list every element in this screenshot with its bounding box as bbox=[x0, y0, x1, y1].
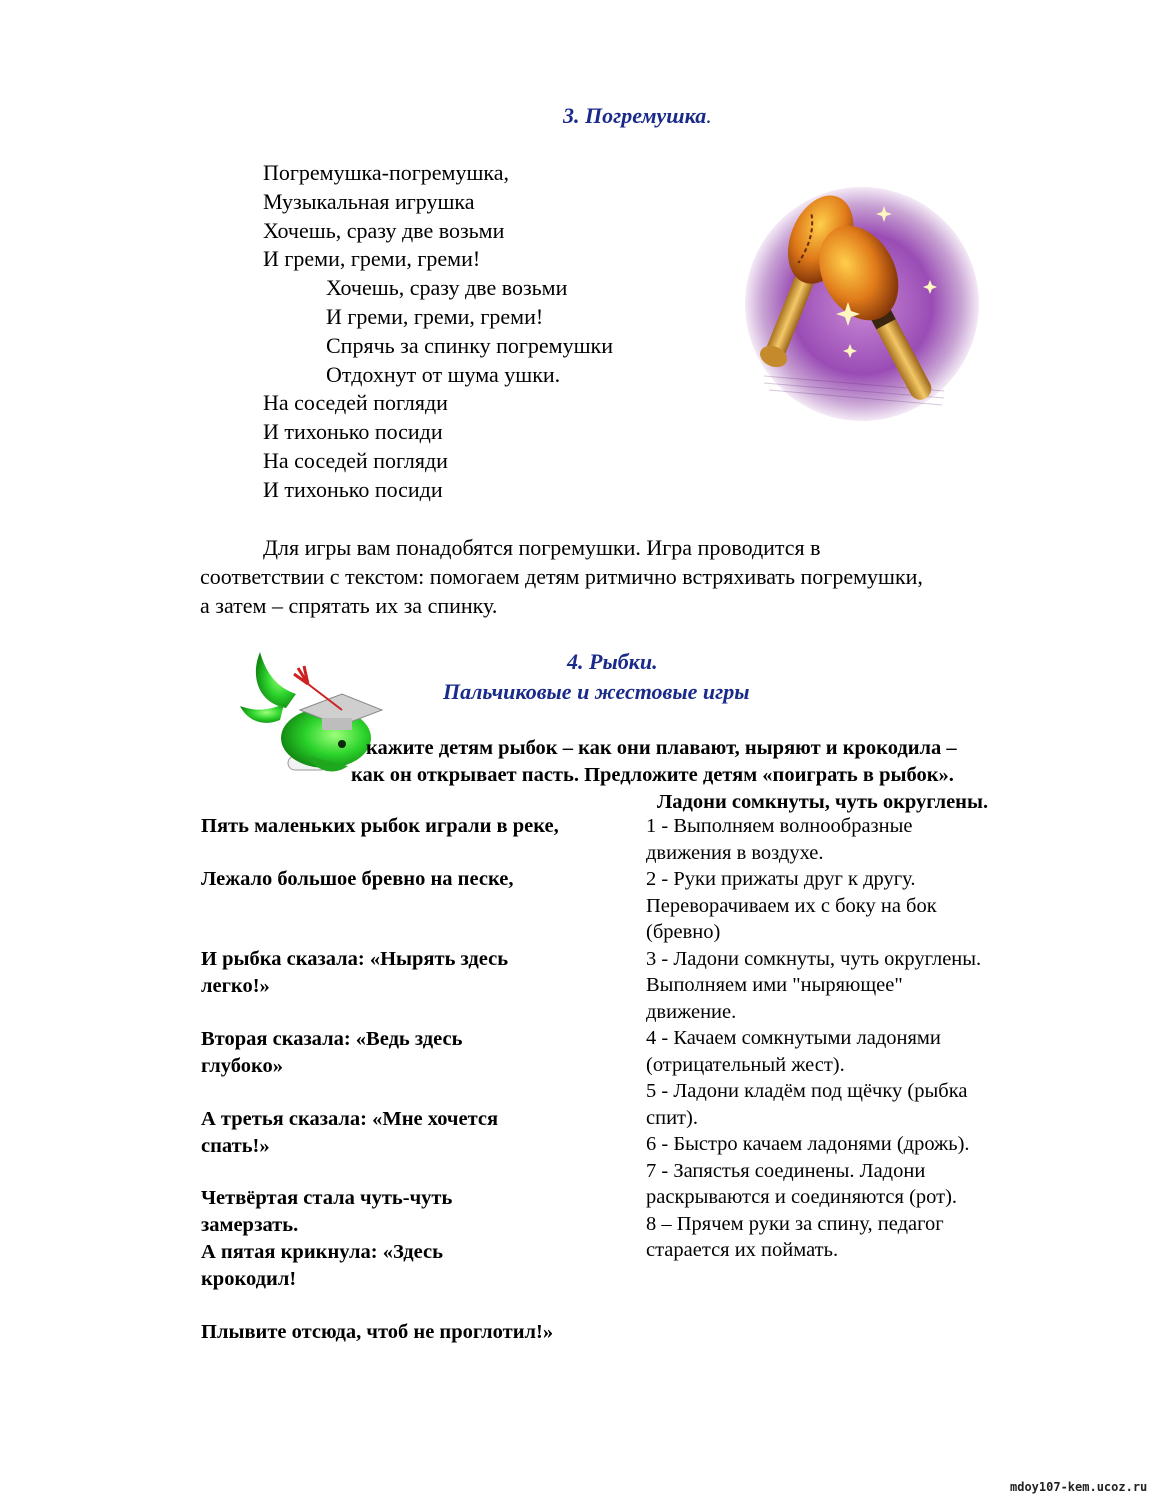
paragraph-line: соответствии с текстом: помогаем детям ритмично встряхивать погремушки, bbox=[200, 564, 923, 589]
poem-line: На соседей погляди bbox=[263, 447, 448, 473]
verse-line: замерзать. bbox=[201, 1214, 299, 1236]
verse-line: Пять маленьких рыбок играли в реке, bbox=[201, 815, 559, 837]
instruction-line: старается их поймать. bbox=[646, 1239, 839, 1261]
instruction-line: (бревно) bbox=[646, 921, 721, 943]
verse-line: Лежало большое бревно на песке, bbox=[201, 868, 514, 890]
verse-line: А пятая крикнула: «Здесь bbox=[201, 1241, 443, 1263]
rattle-poem bbox=[263, 159, 613, 505]
instruction-line: 2 - Руки прижаты друг к другу. bbox=[646, 868, 916, 890]
instruction-line: (отрицательный жест). bbox=[646, 1053, 845, 1076]
fish-intro-line: Ладони сомкнуты, чуть округлены. bbox=[657, 791, 989, 813]
instruction-line: 4 - Качаем сомкнутыми ладонями bbox=[646, 1027, 941, 1049]
verse-line: Вторая сказала: «Ведь здесь bbox=[201, 1028, 463, 1050]
poem-line: На соседей погляди bbox=[263, 390, 448, 416]
verse-line: глубоко» bbox=[201, 1055, 284, 1077]
site-watermark: mdoy107-kem.ucoz.ru bbox=[1010, 1480, 1148, 1494]
poem-line: Музыкальная игрушка bbox=[263, 188, 475, 214]
section-4-subtitle: Пальчиковые и жестовые игры bbox=[443, 679, 750, 704]
instruction-line: спит). bbox=[646, 1106, 698, 1129]
fish-intro-line: кажите детям рыбок – как они плавают, ныряют и крокодила – bbox=[366, 737, 957, 759]
poem-line: Отдохнут от шума ушки. bbox=[326, 361, 561, 387]
instruction-line: 8 – Прячем руки за спину, педагог bbox=[646, 1212, 944, 1235]
paragraph-line: а затем – спрятать их за спинку. bbox=[200, 593, 498, 618]
rattle-description bbox=[200, 533, 1060, 620]
instruction-line: движения в воздухе. bbox=[646, 841, 824, 864]
poem-line: И тихонько посиди bbox=[263, 419, 443, 445]
verse-line: спать!» bbox=[201, 1135, 270, 1157]
gesture-instructions bbox=[646, 813, 1046, 1264]
verse-line: Четвёртая стала чуть-чуть bbox=[201, 1187, 453, 1209]
instruction-line: 6 - Быстро качаем ладонями (дрожь). bbox=[646, 1133, 970, 1155]
instruction-line: Переворачиваем их с боку на бок bbox=[646, 894, 937, 917]
instruction-line: 5 - Ладони кладём под щёчку (рыбка bbox=[646, 1080, 968, 1102]
paragraph-line: Для игры вам понадобятся погремушки. Игра проводится в bbox=[263, 535, 821, 560]
poem-line: Хочешь, сразу две возьми bbox=[326, 275, 568, 301]
instruction-line: Выполняем ими "ныряющее" bbox=[646, 974, 903, 996]
section-3-title: 3. Погремушка. bbox=[563, 103, 712, 128]
poem-line: И греми, греми, греми! bbox=[263, 246, 481, 272]
verse-line: И рыбка сказала: «Нырять здесь bbox=[201, 948, 509, 970]
verse-line: крокодил! bbox=[201, 1268, 297, 1290]
poem-line: Погремушка-погремушка, bbox=[263, 160, 510, 185]
verse-line: А третья сказала: «Мне хочется bbox=[201, 1108, 499, 1130]
section-4-title: 4. Рыбки. bbox=[567, 649, 658, 674]
instruction-line: 1 - Выполняем волнообразные bbox=[646, 815, 913, 837]
poem-line: Хочешь, сразу две возьми bbox=[263, 217, 505, 243]
instruction-line: 3 - Ладони сомкнуты, чуть округлены. bbox=[646, 947, 982, 970]
instruction-line: 7 - Запястья соединены. Ладони bbox=[646, 1159, 926, 1182]
instruction-line: движение. bbox=[646, 1000, 737, 1023]
verse-line: Плывите отсюда, чтоб не проглотил!» bbox=[201, 1321, 554, 1343]
verse-line: легко!» bbox=[201, 975, 270, 997]
fish-intro-line: как он открывает пасть. Предложите детям «поиграть в рыбок». bbox=[351, 764, 954, 786]
poem-line: И греми, греми, греми! bbox=[326, 303, 544, 329]
poem-line: Спрячь за спинку погремушки bbox=[326, 332, 613, 358]
poem-line: И тихонько посиди bbox=[263, 476, 443, 502]
maracas-illustration bbox=[744, 186, 980, 422]
instruction-line: раскрываются и соединяются (рот). bbox=[646, 1186, 958, 1208]
